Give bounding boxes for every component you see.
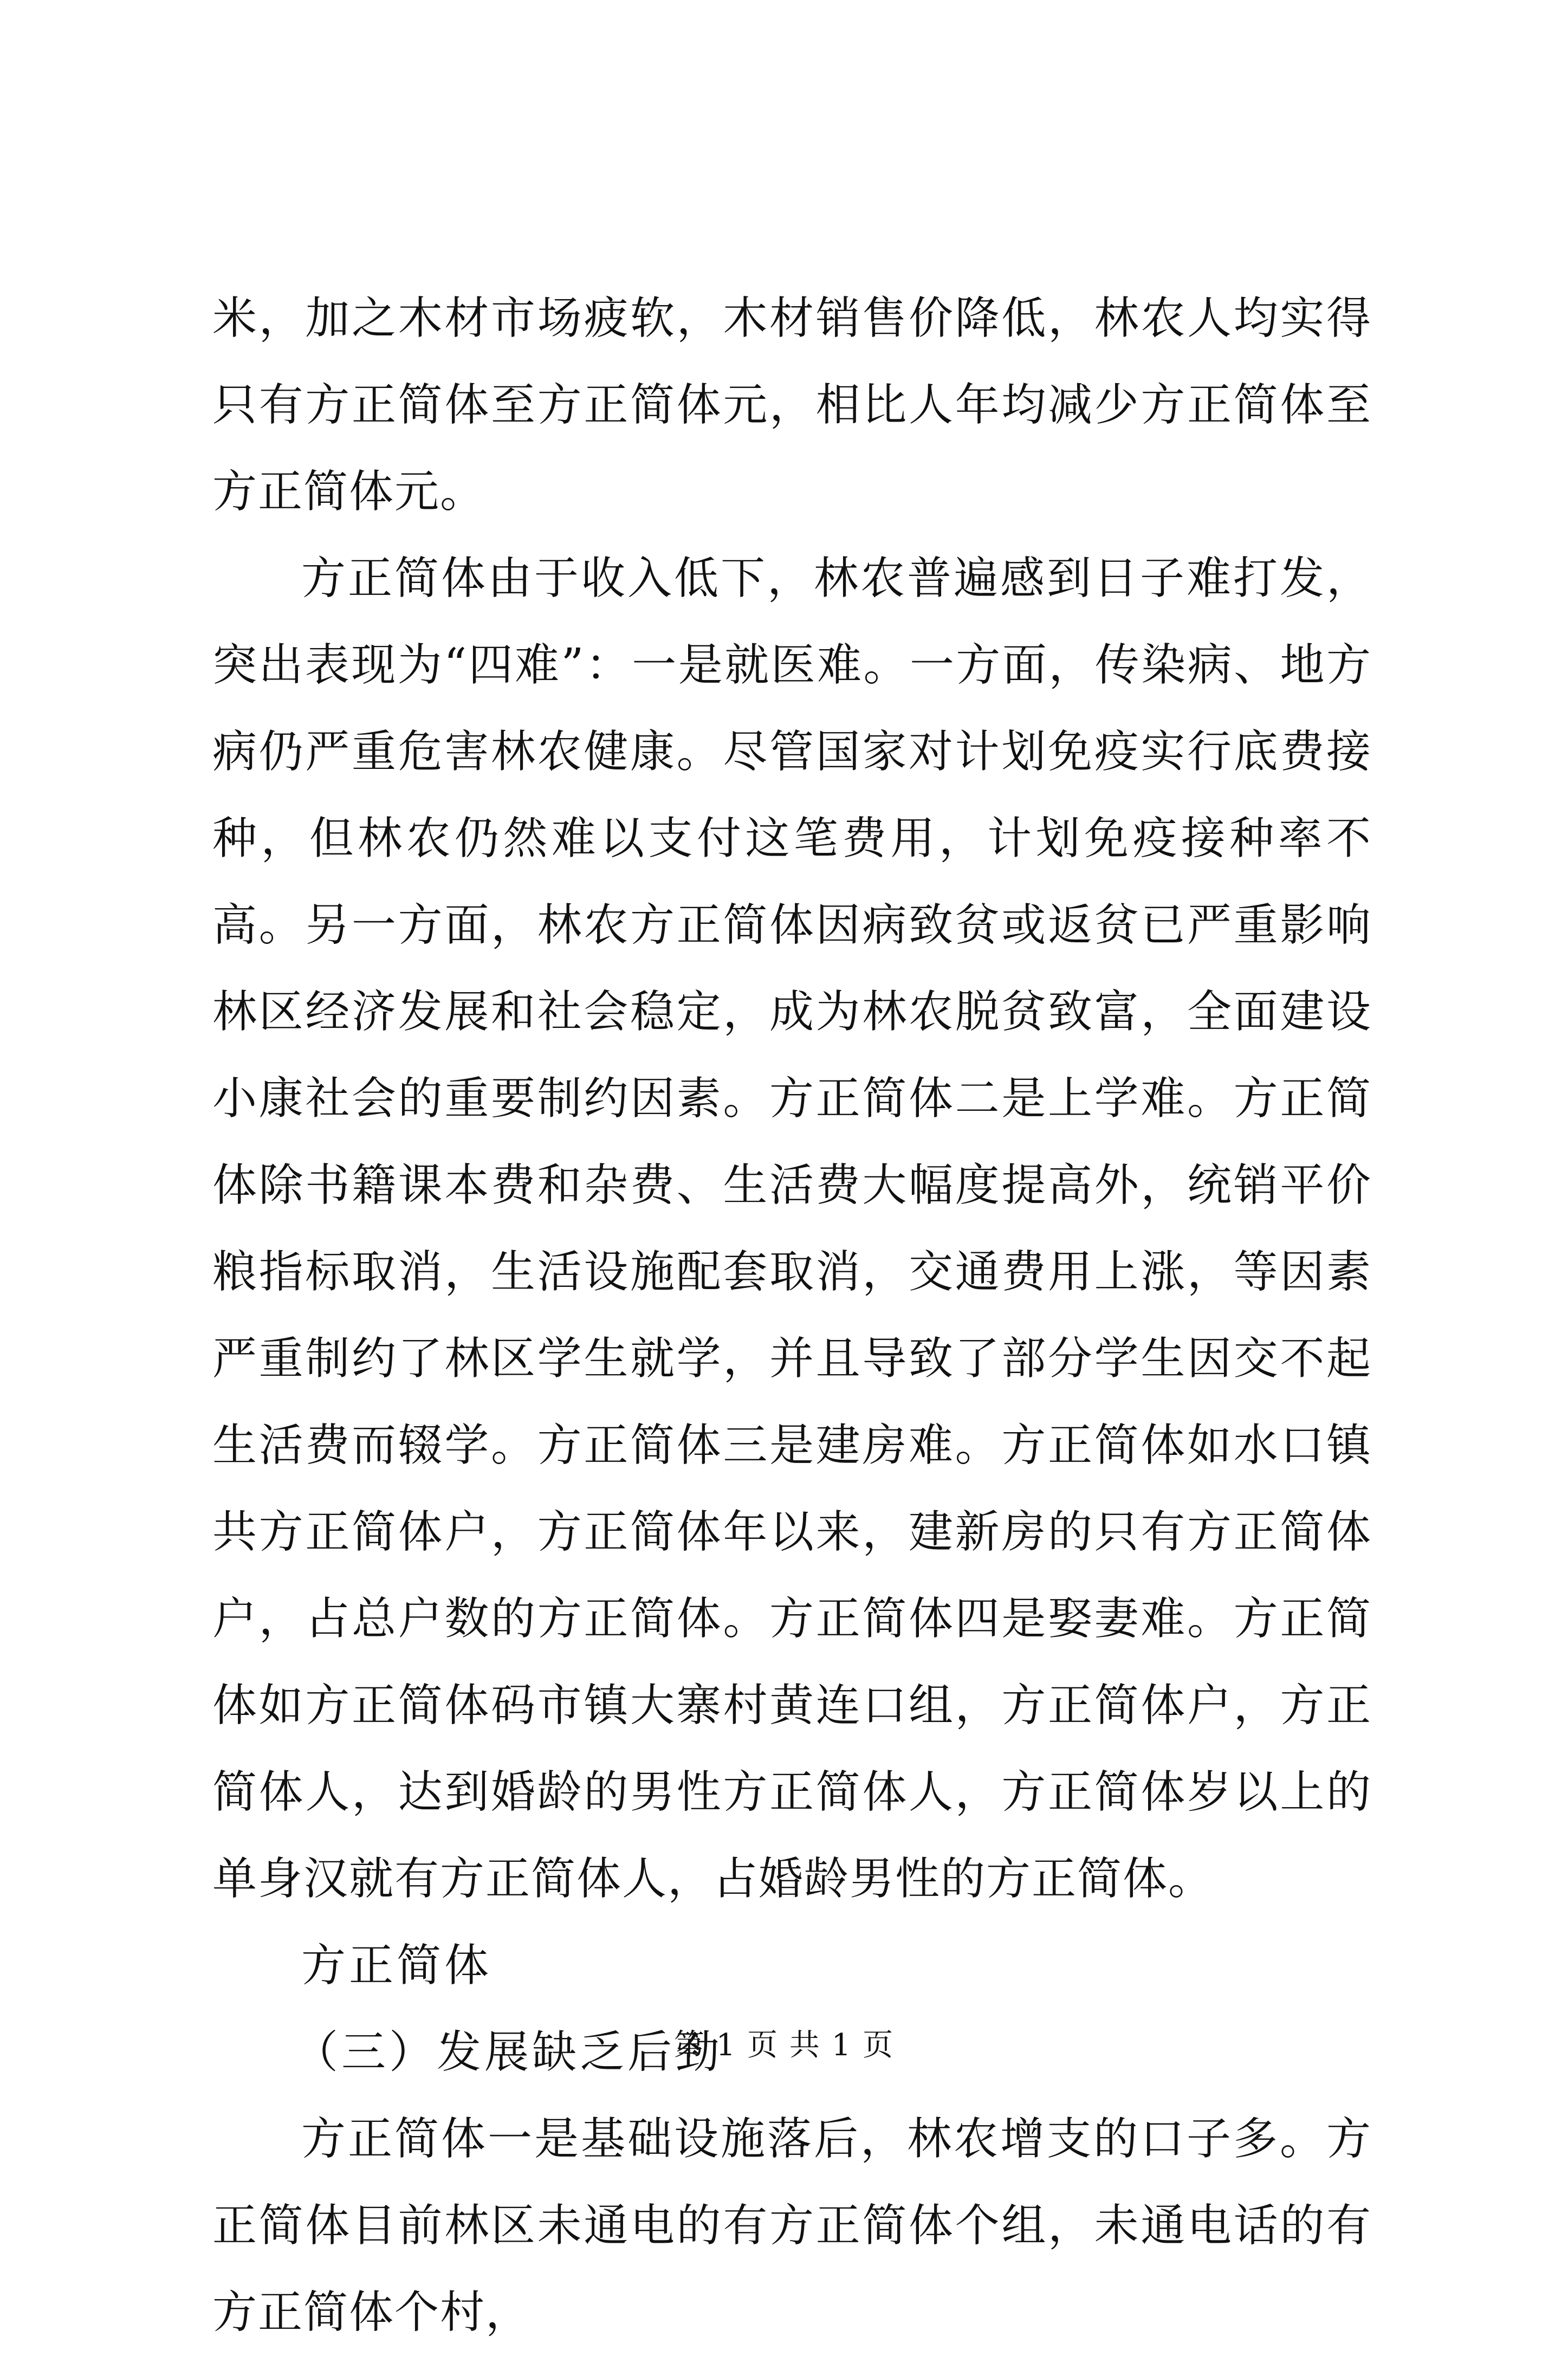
paragraph-continuation: 米，加之木材市场疲软，木材销售价降低，林农人均实得只有方正简体至方正简体元，相比人年均减少方正简体至方正简体元。 (212, 293, 1372, 517)
paragraph-infrastructure: 方正简体一是基础设施落后，林农增支的口子多。方正简体目前林区未通电的有方正简体个组，未通电话的有方正简体个村， (212, 2113, 1372, 2338)
section-heading: 方正简体 (301, 1940, 493, 1991)
page-footer: 第 1 页 共 1 页 (673, 2028, 895, 2063)
paragraph-four-difficulties: 方正简体由于收入低下，林农普遍感到日子难打发，突出表现为“四难”：一是就医难。一方面，传染病、地方病仍严重危害林农健康。尽管国家对计划免疫实行底费接种，但林农仍然难以支付这笔费用，计划免疫接种率不高。另一方面，林农方正简体因病致贫或返贫已严重影响林区经济发展和社会稳定，成为林农脱贫致富，全面建设小康社会的重要制约因素。方正简体二是上学难。方正简体除书籍课本费和杂费、生活费大幅度提高外，统销平价粮指标取消，生活设施配套取消，交通费用上涨，等因素严重制约了林区学生就学，并且导致了部分学生因交不起生活费而辍学。方正简体三是建房难。方正简体如水口镇共方正简体户，方正简体年以来，建新房的只有方正简体户，占总户数的方正简体。方正简体四是娶妻难。方正简体如方正简体码市镇大寨村黄连口组，方正简体户，方正简体人，达到婚龄的男性方正简体人，方正简体岁以上的单身汉就有方正简体人，占婚龄男性的方正简体。 (212, 553, 1372, 1905)
subsection-heading: （三）发展缺乏后劲 (294, 2027, 723, 2078)
